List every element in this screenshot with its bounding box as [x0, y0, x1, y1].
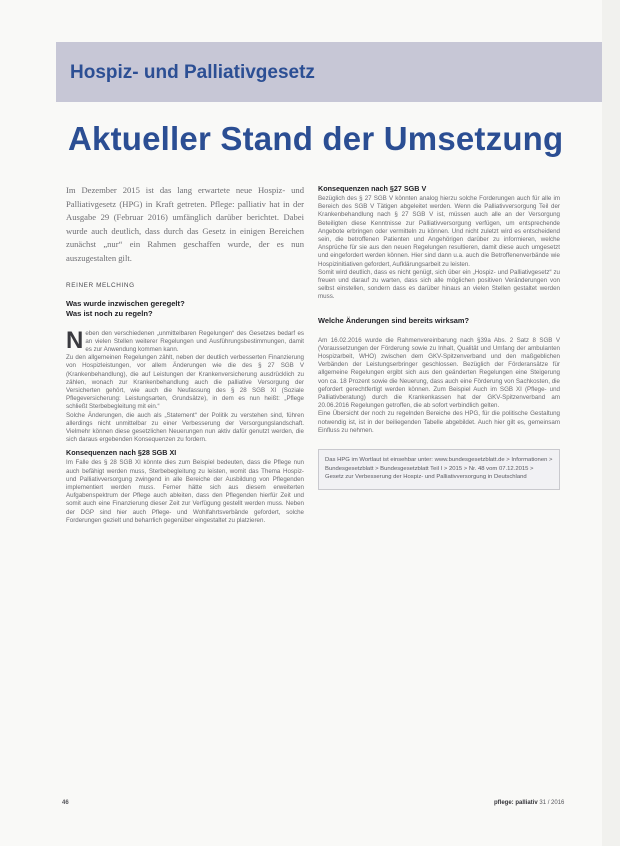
body-paragraph-2: Zu den allgemeinen Regelungen zählt, neben der deutlich verbesserten Finanzierung von Hospizleistungen, vor allem Änderungen wie die des § 27 SGB V (Krankenbehandlung), die auf Leistungen der Krankenversicherung ausdrücklich zu zählen, wonach zur Krankenbehandlung auch die palliative Versorgung der Versicherten gehört, wie auch die Neufassung des § 28 SGB XI (Soziale Pflegeversicherung: Leistungsarten, Grundsätze), in dem es nun heißt: „Pflege schließt Sterbebegleitung mit ein.“	[66, 354, 304, 411]
body-paragraph-effective: Am 16.02.2016 wurde die Rahmenvereinbarung nach §39a Abs. 2 Satz 8 SGB V (Voraussetzungen der Förderung sowie zu Inhalt, Qualität und Umfang der ambulanten Hospizarbeit, WHO) zwischen dem GKV-Spitzenverband und den maßgeblichen Verbänden der Leistungserbringer geschlossen. Bezüglich der Förderansätze für allgemeine Regelungen ergibt sich aus den geänderten Regelungen eine Steigerung von ca. 18 Prozent sowie die Neuerung, dass auch eine Förderung von Sachkosten, die gefordert gerechtfertigt werden können. Zum Beispiel Auch im SGB XI (Pflege- und Palliativberatung) durch die Krankenkassen hat der GKV-Spitzenverband am 20.06.2016 Regelungen getroffen, die ab sofort verbindlich gelten.	[318, 336, 560, 410]
body-paragraph-sgb11: Im Falle des § 28 SGB XI könnte dies zum Beispiel bedeuten, dass die Pflege nun auch befähigt werden muss, Sterbebegleitung zu leisten, womit das Thema Hospiz- und Palliativversorgung zwingend in alle Bereiche der Ausbildung von Pflegenden implementiert werden muss. Ferner hätte sich aus diesem erweiterten Aufgabenspektrum der Pflege auch ableiten, dass den Pflegenden hierfür Zeit und somit auch eine Finanzierung dieser Zeit zur Verfügung gestellt werden muss. Neben der DGP sind hier auch Pflege- und Wohlfahrtsverbände gefordert, solche Forderungen gezielt und beharrlich gegenüber eingestaltet zu platzieren.	[66, 459, 304, 524]
article-title: Aktueller Stand der Umsetzung	[68, 120, 564, 157]
question-line-1: Was wurde inzwischen geregelt?	[66, 298, 185, 308]
question-line-2: Was ist noch zu regeln?	[66, 309, 153, 319]
subheading-sgb5: Konsequenzen nach §27 SGB V	[318, 184, 427, 193]
body-paragraph-sgb5-2: Somit wird deutlich, dass es nicht genügt, sich über ein „Hospiz- und Palliativgesetz“ zu freuen und darauf zu warten, dass sich alle möglichen positiven Veränderungen von selbst einstellen, sondern dass es darüber hinaus an vielen Stellen gestaltet werden muss.	[318, 268, 560, 301]
intro-paragraph: Im Dezember 2015 ist das lang erwartete neue Hospiz- und Palliativgesetz (HPG) in Kraft getreten. Pflege: palliativ hat in der Ausgabe 29 (Februar 2016) umfänglich darüber berichtet. Dabei wurde auch deutlich, dass durch das Gesetz in einigen Bereichen zunächst „nur“ ein Rahmen geschaffen wurde, der es nun auszugestalten gilt.	[66, 185, 304, 263]
magazine-name: pflege: palliativ	[494, 800, 538, 806]
author-name: REINER MELCHING	[66, 281, 135, 289]
question-heading-2: Welche Änderungen sind bereits wirksam?	[318, 315, 469, 325]
page-number: 46	[62, 800, 69, 806]
magazine-footer	[494, 800, 564, 806]
section-kicker: Hospiz- und Palliativgesetz	[70, 62, 315, 83]
issue-number: 31 / 2016	[539, 800, 565, 806]
drop-cap: N	[66, 326, 84, 354]
page-edge	[602, 0, 620, 846]
body-paragraph-effective-2: Eine Übersicht der noch zu regelnden Bereiche des HPG, für die politische Gestaltung notwendig ist, ist in der beiliegenden Tabelle abgebildet. Auch hier gilt es, gemeinsam Einfluss zu nehmen.	[318, 410, 560, 434]
left-column	[66, 180, 304, 525]
right-column	[318, 180, 560, 490]
body-paragraph-3: Solche Änderungen, die auch als „Statement“ der Politik zu verstehen sind, führen allerdings nicht unmittelbar zu einer Verbesserung der Versorgungslandschaft. Vielmehr können diese gesetzlichen Neuerungen nun aktiv dafür genutzt werden, die sich daraus ergebenden Konsequenzen zu fordern.	[66, 411, 304, 444]
body-paragraph-1	[66, 326, 304, 355]
body-text-1: eben den verschiedenen „unmittelbaren Regelungen“ des Gesetzes bedarf es an vielen Stellen weiterer Regelungen und Ausführungsbestimmungen, damit es zur Anwendung kommen kann.	[85, 329, 304, 353]
info-box: Das HPG im Wortlaut ist einsehbar unter: www.bundesgesetzblatt.de > Informationen > Bundesgesetzblatt > Bundesgesetzblatt Teil I > 2015 > Nr. 48 vom 07.12.2015 > Gesetz zur Verbesserung der Hospiz- und Palliativversorgung in Deutschland	[318, 449, 560, 490]
body-paragraph-sgb5: Bezüglich des § 27 SGB V könnten analog hierzu solche Forderungen auch für alle im Bereich des SGB V Tätigen abgeleitet werden. Wenn die Palliativversorgung Teil der Krankenbehandlung nach § 27 SGB V ist, müssen auch alle an der Versorgung Beteiligten diese Kenntnisse zur Palliativversorgung verfügen, um entsprechende Angebote erbringen oder vermitteln zu können. Und nicht zuletzt wird es entscheidend sein, die betroffenen Patienten und Angehörigen darüber zu informieren, welche Ansprüche für sie aus den neuen Regelungen resultieren, damit diese auch umgesetzt und eingefordert werden können. Hier sind dann u.a. auch die Betroffenenverbände wie Hospizinitiativen gefordert, Aufklärungsarbeit zu leisten.	[318, 195, 560, 268]
question-heading	[66, 299, 304, 320]
subheading-sgb11: Konsequenzen nach §28 SGB XI	[66, 448, 177, 458]
